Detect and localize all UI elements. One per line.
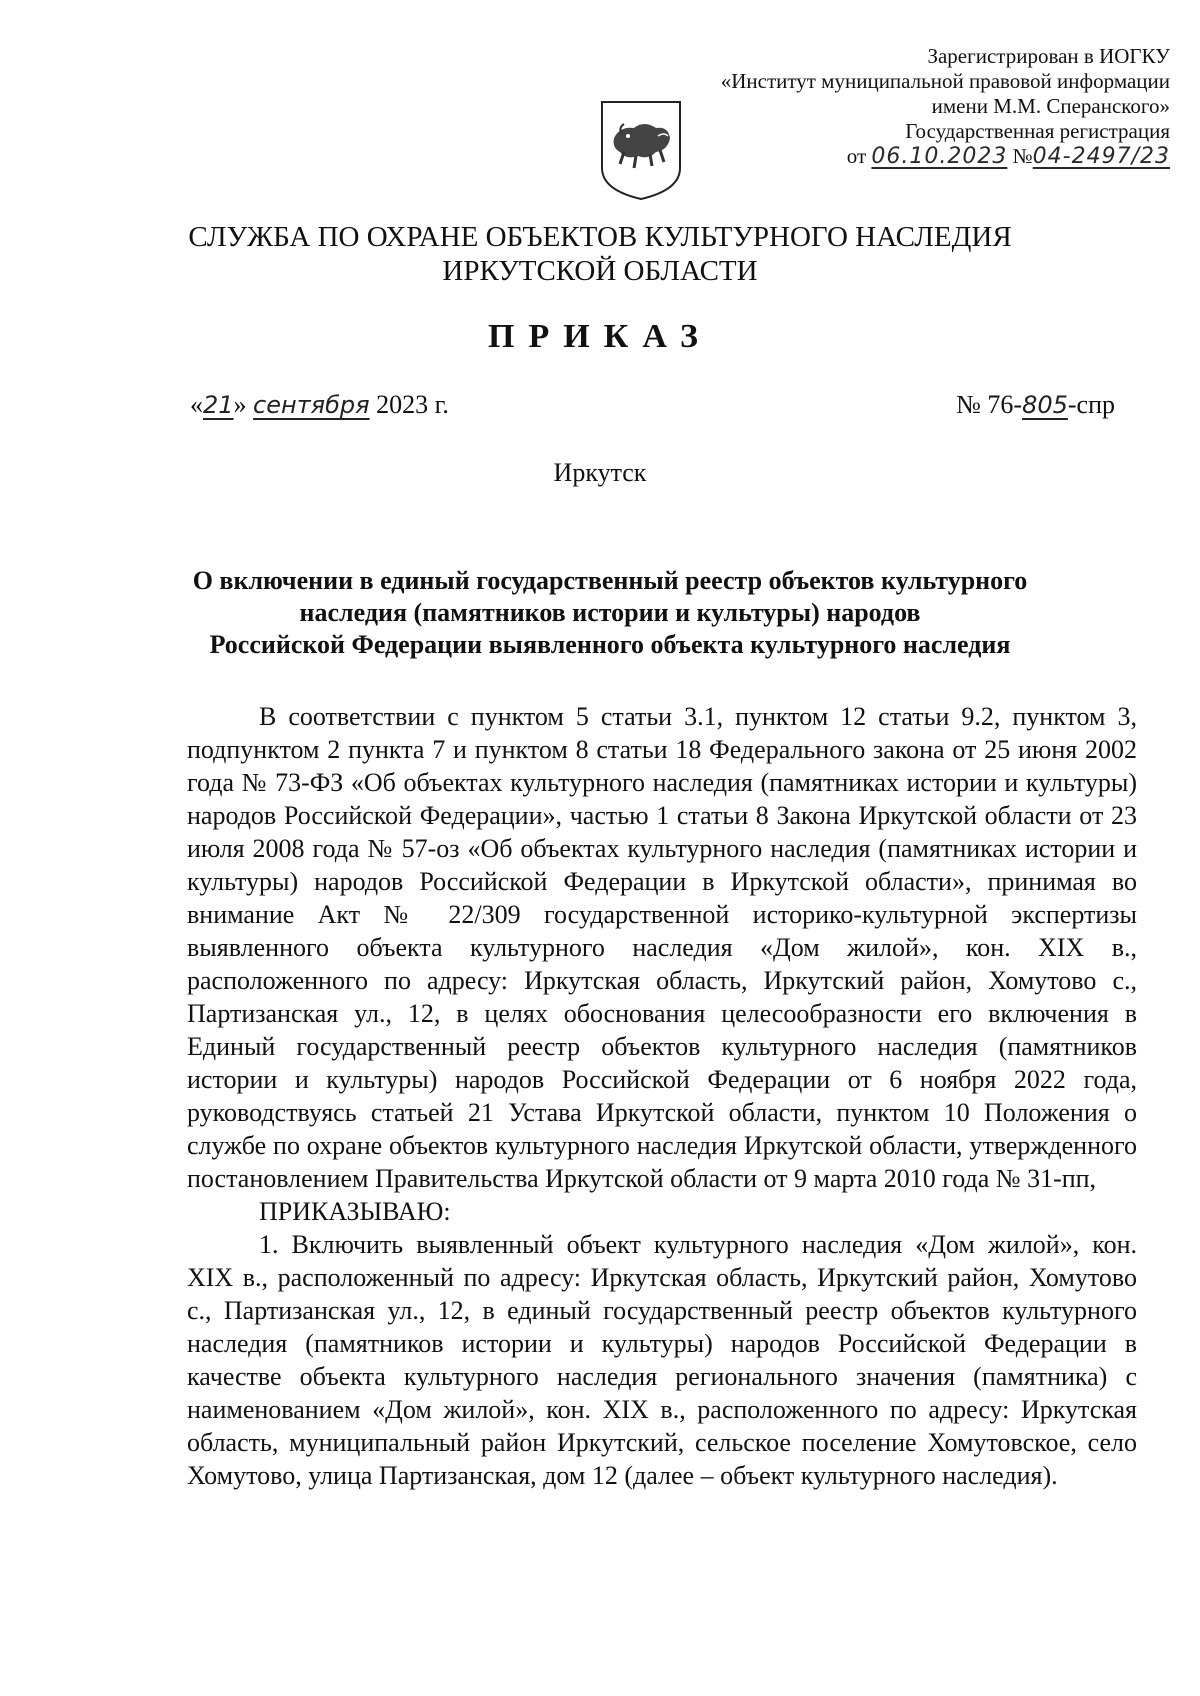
order-year: 2023 г.	[376, 390, 449, 419]
registration-date-prefix: от	[846, 144, 867, 168]
order-body	[187, 700, 1137, 1492]
city: Иркутск	[553, 458, 647, 487]
order-title: ПРИКАЗ	[488, 318, 712, 355]
preamble-paragraph: В соответствии с пунктом 5 статьи 3.1, пунктом 12 статьи 9.2, пунктом 3, подпунктом 2 пункта 7 и пунктом 8 статьи 18 Федерального закона от 25 июня 2002 года № 73-ФЗ «Об объектах культурного наследия (памятниках истории и культуры) народов Российской Федерации», частью 1 статьи 8 Закона Иркутской области от 23 июля 2008 года № 57-оз «Об объектах культурного наследия (памятниках истории и культуры) народов Российской Федерации в Иркутской области», принимая во внимание Акт № 22/309 государственной историко-культурной экспертизы выявленного объекта культурного наследия «Дом жилой», кон. XIX в., расположенного по адресу: Иркутская область, Иркутский район, Хомутово с., Партизанская ул., 12, в целях обоснования целесообразности его включения в Единый государственный реестр объектов культурного наследия (памятников истории и культуры) народов Российской Федерации от 6 ноября 2022 года, руководствуясь статьей 21 Устава Иркутской области, пунктом 10 Положения о службе по охране объектов культурного наследия Иркутской области, утвержденного постановлением Правительства Иркутской области от 9 марта 2010 года № 31-пп,	[187, 702, 1137, 1193]
heading-line-1: О включении в единый государственный реестр объектов культурного	[192, 566, 1028, 595]
agency-line-2: ИРКУТСКОЙ ОБЛАСТИ	[442, 255, 758, 287]
heading-line-3: Российской Федерации выявленного объекта культурного наследия	[209, 630, 1011, 659]
registration-number: 04-2497/23	[1032, 144, 1170, 169]
order-date	[190, 390, 449, 420]
order-heading	[150, 565, 1070, 661]
registration-line-4: Государственная регистрация	[905, 119, 1170, 143]
registration-line-2: «Институт муниципальной правовой информации	[720, 69, 1170, 93]
agency-name	[0, 220, 1200, 288]
irkutsk-coat-of-arms-icon	[598, 98, 684, 202]
order-day-close: »	[233, 390, 247, 419]
order-month: сентября	[253, 391, 370, 419]
order-day-open: «	[190, 390, 203, 419]
registration-line-1: Зарегистрирован в ИОГКУ	[927, 44, 1170, 68]
registration-date-line	[650, 144, 1170, 169]
registration-stamp	[650, 44, 1170, 169]
order-number-suffix: -спр	[1067, 390, 1115, 419]
registration-number-prefix: №	[1012, 144, 1033, 168]
order-number-prefix: № 76-	[956, 390, 1023, 419]
heading-line-2: наследия (памятников истории и культуры) народов	[299, 598, 921, 627]
order-item-1: 1. Включить выявленный объект культурного наследия «Дом жилой», кон. XIX в., расположенный по адресу: Иркутская область, Иркутский район, Хомутово с., Партизанская ул., 12, в единый государственный реестр объектов культурного наследия (памятников истории и культуры) народов Российской Федерации в качестве объекта культурного наследия регионального значения (памятника) с наименованием «Дом жилой», кон. XIX в., расположенного по адресу: Иркутская область, муниципальный район Иркутский, сельское поселение Хомутовское, село Хомутово, улица Партизанская, дом 12 (далее – объект культурного наследия).	[187, 1230, 1137, 1490]
agency-line-1: СЛУЖБА ПО ОХРАНЕ ОБЪЕКТОВ КУЛЬТУРНОГО НАСЛЕДИЯ	[188, 221, 1012, 253]
order-keyword: ПРИКАЗЫВАЮ:	[259, 1197, 451, 1226]
order-number-handwritten: 805	[1022, 391, 1068, 419]
order-day: 21	[203, 391, 234, 419]
registration-line-3: имени М.М. Сперанского»	[931, 94, 1170, 118]
order-number	[956, 390, 1115, 420]
registration-date: 06.10.2023	[871, 144, 1008, 169]
